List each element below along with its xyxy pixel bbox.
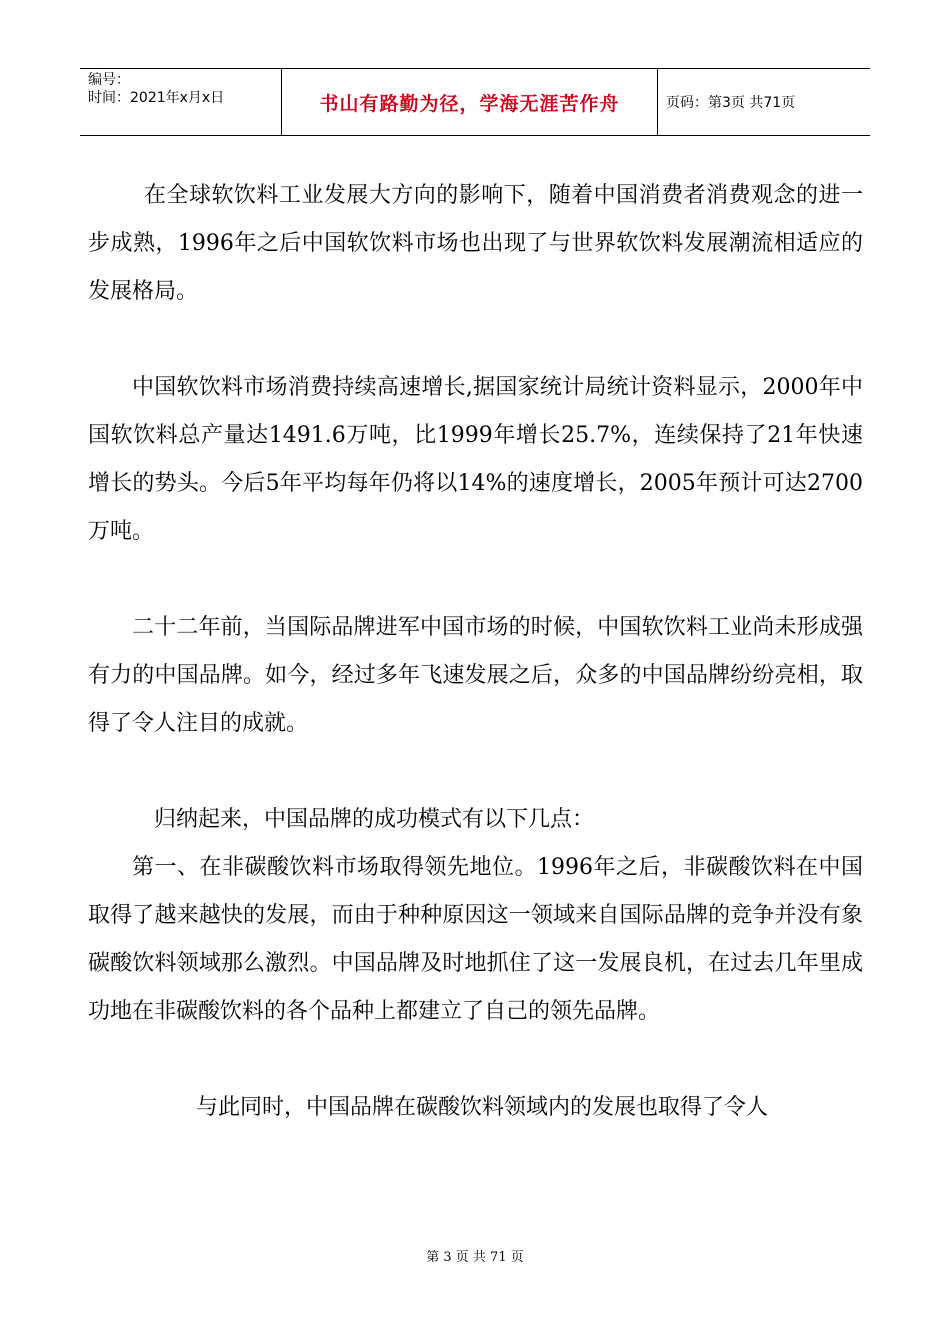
paragraph: 在全球软饮料工业发展大方向的影响下，随着中国消费者消费观念的进一步成熟，1996年之后中国软饮料市场也出现了与世界软饮料发展潮流相适应的发展格局。 <box>88 183 863 304</box>
paragraph: 归纳起来，中国品牌的成功模式有以下几点： <box>154 807 595 832</box>
header-table <box>80 68 870 136</box>
document-time: 时间：2021年x月x日 <box>88 90 225 106</box>
document-number: 编号： <box>88 72 130 88</box>
header-page-number: 页码：第3页 共71页 <box>666 95 796 111</box>
paragraph: 二十二年前，当国际品牌进军中国市场的时候，中国软饮料工业尚未形成强有力的中国品牌。如今，经过多年飞速发展之后，众多的中国品牌纷纷亮相，取得了令人注目的成就。 <box>88 615 863 736</box>
page-footer: 第 3 页 共 71 页 <box>426 1250 524 1265</box>
paragraph: 中国软饮料市场消费持续高速增长,据国家统计局统计资料显示，2000年中国软饮料总产量达1491.6万吨，比1999年增长25.7%，连续保持了21年快速增长的势头。今后5年平均每年仍将以14%的速度增长，2005年预计可达2700万吨。 <box>88 375 863 544</box>
header-meta <box>80 69 282 135</box>
paragraph: 第一、在非碳酸饮料市场取得领先地位。1996年之后，非碳酸饮料在中国取得了越来越快的发展，而由于种种原因这一领域来自国际品牌的竞争并没有象碳酸饮料领域那么激烈。中国品牌及时地抓住了这一发展良机，在过去几年里成功地在非碳酸饮料的各个品种上都建立了自己的领先品牌。 <box>88 855 863 1024</box>
header-motto: 书山有路勤为径，学海无涯苦作舟 <box>282 69 658 135</box>
document-body <box>88 172 863 1132</box>
paragraph: 与此同时，中国品牌在碳酸饮料领域内的发展也取得了令人 <box>196 1095 769 1120</box>
